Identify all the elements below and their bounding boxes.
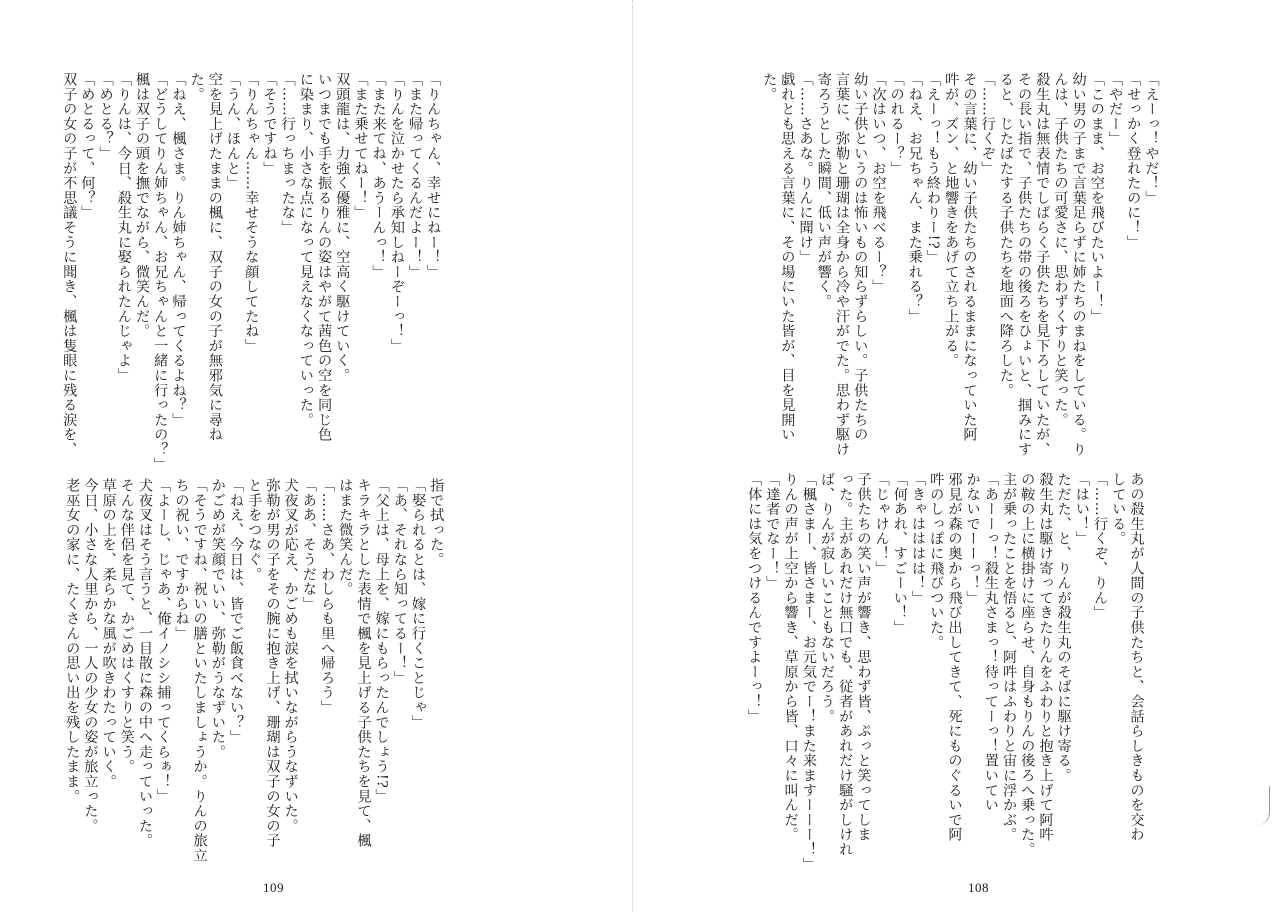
text-line: 「きゃはははは！」 (910, 472, 927, 606)
text-line: の鞍の上に横掛けに座らせ、自身もりんの後ろへ乗った。 (1019, 472, 1036, 857)
text-line: 「あーーっ！殺生丸さまっ！待ってーっ！置いてい (982, 472, 999, 813)
text-line: 指で拭った。 (428, 478, 445, 567)
text-line: ば、りんが寂しいこともないだろう。 (819, 472, 836, 724)
text-line: 「やだー」 (1107, 72, 1124, 146)
text-line: 幼い男の子まで言葉足らずに姉たちのまねをしている。り (1070, 72, 1087, 457)
text-line: 「ねえ、楓さま。りん姉ちゃん、帰ってくるよね？」 (170, 72, 187, 428)
text-line: 吽が、ズン、と地響きをあげて立ち上がる。 (943, 72, 960, 368)
text-line: 「楓さまー、皆さまー、お元気でー！また来ますーーー！」 (800, 472, 817, 872)
text-line: 「のれるー？」 (888, 72, 905, 176)
text-line: 「また帰ってくるんだよー！」 (407, 72, 424, 280)
text-line: 「りんを泣かせたら承知しねーぞーっ！」 (388, 72, 405, 354)
text-line: 「……行くぞ」 (979, 72, 996, 176)
text-line: 「何あれ、すごーい！」 (891, 472, 908, 635)
text-line: 「ねえ、今日は、皆でご飯食べない？」 (228, 478, 245, 745)
text-line: 「また乗せてねー！」 (352, 72, 369, 220)
text-line: 「めとるって、何？」 (79, 72, 96, 220)
text-line: 「えーっ！やだ！」 (1143, 72, 1160, 206)
text-line: 「達者でなー！」 (764, 472, 781, 591)
text-line: 「りんちゃん、幸せにねー！」 (425, 72, 442, 280)
upper-text-block (60, 72, 442, 472)
lower-text-block (745, 472, 1145, 872)
text-line: 「えーっ！もう終わりー!?」 (925, 72, 942, 265)
text-line: 「どうしてりん姉ちゃん、お兄ちゃんと一緒に行ったの？」 (152, 72, 169, 472)
text-line: に染まり、小さな点になって見えなくなっていった。 (297, 72, 314, 428)
text-line: 邪見が森の奥から飛び出してきて、死にものぐるいで阿 (946, 472, 963, 842)
page-109 (0, 0, 637, 912)
text-line: 吽のしっぽに飛びついた。 (928, 472, 945, 650)
text-line: かごめが笑顔でいい、弥勒がうなずいた。 (209, 478, 226, 760)
page-gutter (632, 0, 640, 912)
text-line: はまた微笑んだ。 (337, 478, 354, 597)
text-line: ただた、と、りんが殺生丸のそばに駆け寄る。 (1055, 472, 1072, 783)
text-line: 「よーし、じゃあ、俺イノシシ捕ってくらぁ！」 (155, 478, 172, 804)
text-line: その言葉に、幼い子供たちのされるままになっていた阿 (961, 72, 978, 442)
text-line: いつまでも手を振るりんの姿はやがて茜色の空を同じ色 (316, 72, 333, 442)
text-line: している。 (1110, 472, 1127, 546)
text-line: 「あ、それなら知ってるー！」 (391, 478, 408, 686)
text-line: 今日、小さな人里から、一人の少女の姿が旅立った。 (82, 478, 99, 834)
text-line: 「はい！」 (1073, 472, 1090, 546)
text-line: あの殺生丸が人間の子供たちと、会話らしきものを交わ (1128, 472, 1145, 842)
text-line: かないでーーっ！」 (964, 472, 981, 606)
text-line: 双子の女の子が不思議そうに聞き、楓は隻眼に残る涙を、 (61, 72, 78, 457)
text-line: 「娶られるとは、嫁に行くことじゃ」 (410, 478, 427, 730)
page-number: 109 (263, 880, 284, 895)
text-line: 「……行くぞ、りん」 (1092, 472, 1109, 620)
text-line: 草原の上を、柔らかな風が吹きわたっていく。 (100, 478, 117, 789)
text-line: 「次はいつ、お空を飛べるー？」 (870, 72, 887, 294)
text-line: 「りんちゃん……幸せそうな顔してたね」 (243, 72, 260, 354)
text-line: ると、じたばたする子供たちを地面へ降ろした。 (997, 72, 1014, 398)
page-edge-mark (1255, 786, 1270, 826)
text-line: ちの祝い、ですからね」 (173, 478, 190, 641)
text-line: 「……行っちまったな」 (279, 72, 296, 235)
text-line: 「せっかく登れたのに！」 (1125, 72, 1142, 250)
text-line: 犬夜叉が応え、かごめも涙を拭いながらうなずいた。 (282, 478, 299, 834)
text-line: 「また来てね、あうーんっ！」 (370, 72, 387, 280)
text-line: 「……さあ、わしらも里へ帰ろう」 (319, 478, 336, 715)
text-line: 「父上は、母上を、嫁にもらったんでしょう!?」 (373, 478, 390, 804)
text-line: 「そうですね、祝いの膳といたしましょうか。りんの旅立 (191, 478, 208, 863)
lower-text-block (63, 478, 445, 863)
upper-text-block (760, 72, 1160, 457)
text-line: 主が乗ったことを悟ると、阿吽はふわりと宙に浮かぶ。 (1001, 472, 1018, 842)
text-line: 「りんは、今日、殺生丸に娶られたんじゃよ」 (115, 72, 132, 383)
page-108 (640, 0, 1280, 912)
page-number: 108 (968, 880, 989, 895)
text-line: 「めとる？」 (97, 72, 114, 161)
text-line: 殺生丸は駆け寄ってきたりんをふわりと抱き上げて阿吽 (1037, 472, 1054, 842)
text-line: 「じゃけん！」 (873, 472, 890, 576)
text-line: 双頭龍は、力強く優雅に、空高く駆けていく。 (334, 72, 351, 383)
text-line: キラキラとした表情で楓を見上げる子供たちを見て、楓 (355, 478, 372, 848)
text-line: 「……さあな。りんに聞け」 (797, 72, 814, 265)
text-line: んは、子供たちの可愛さに、思わずくすりと笑った。 (1052, 72, 1069, 428)
text-line: 「うん、ほんと」 (225, 72, 242, 191)
text-line: 犬夜叉はそう言うと、一目散に森の中へ走っていった。 (137, 478, 154, 848)
text-line: 「体には気をつけるんですよーっ！」 (746, 472, 763, 724)
text-line: 「そうですね」 (261, 72, 278, 176)
text-line: その長い指で、子供たちの帯の後ろをひょいと、掴みにす (1016, 72, 1033, 457)
text-line: りんの声が上空から響き、草原から皆、口々に叫んだ。 (782, 472, 799, 842)
text-line: 「このまま、お空を飛びたいよー！」 (1088, 72, 1105, 324)
text-line: そんな伴侶を見て、かごめはくすりと笑う。 (118, 478, 135, 774)
text-line: 殺生丸は無表情でしばらく子供たちを見下ろしていたが、 (1034, 72, 1051, 457)
text-line: と手をつなぐ。 (246, 478, 263, 582)
text-line: 子供たちの笑い声が響き、思わず皆、ぷっと笑ってしま (855, 472, 872, 842)
text-line: 言葉に、弥勒と珊瑚は全身から冷や汗がでた。思わず駆け (834, 72, 851, 457)
text-line: た。 (761, 72, 778, 102)
text-line: 老巫女の家に、たくさんの思い出を残したまま。 (64, 478, 81, 804)
text-line: 空を見上げたままの楓に、双子の女の子が無邪気に尋ね (206, 72, 223, 442)
text-line: 楓は双子の頭を撫でながら、微笑んだ。 (134, 72, 151, 339)
text-line: 「ねえ、お兄ちゃん、また乗れる？」 (906, 72, 923, 324)
text-line: 戯れとも思える言葉に、その場にいた皆が、目を見開い (779, 72, 796, 442)
text-line: 幼い子供というのは怖いもの知らずらしい。子供たちの (852, 72, 869, 442)
text-line: った。主があれだけ無口でも、従者があれだけ騒がしけれ (837, 472, 854, 857)
text-line: 弥勒が男の子をその腕に抱き上げ、珊瑚は双子の女の子 (264, 478, 281, 848)
text-line: 「ああ、そうだな」 (300, 478, 317, 612)
text-line: た。 (188, 72, 205, 102)
text-line: 寄ろうとした瞬間、低い声が響く。 (815, 72, 832, 309)
